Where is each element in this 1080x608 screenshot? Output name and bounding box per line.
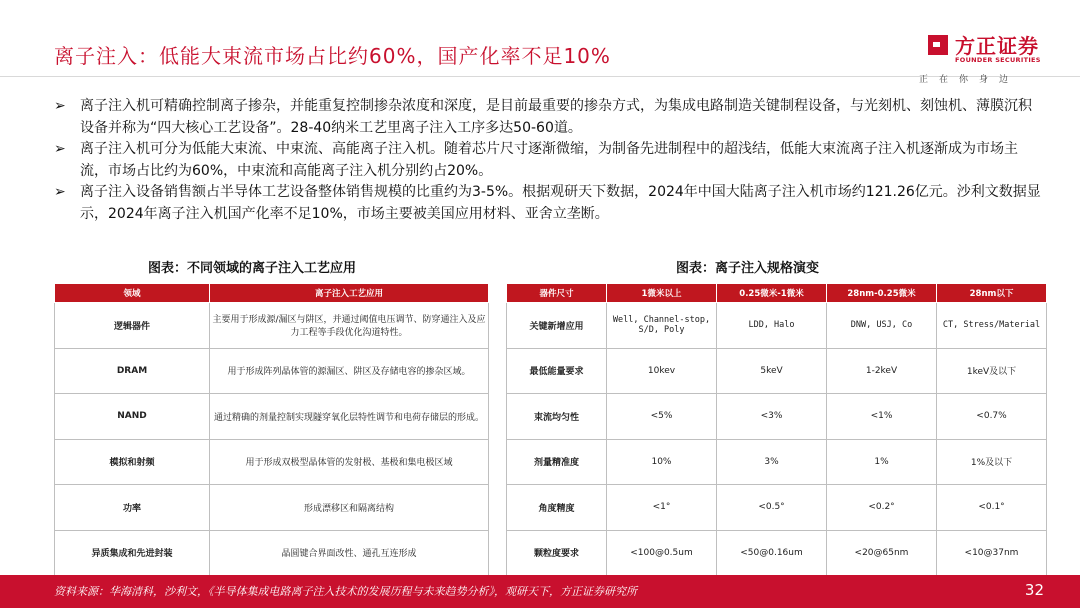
table-cell: <10@37nm bbox=[937, 530, 1047, 576]
table-cell: CT, Stress/Material bbox=[937, 303, 1047, 349]
table-cell: <0.7% bbox=[937, 394, 1047, 440]
table-cell: 角度精度 bbox=[507, 485, 607, 531]
table-cell: DRAM bbox=[55, 348, 210, 394]
table-cell: <20@65nm bbox=[827, 530, 937, 576]
ion-implant-applications-table bbox=[54, 283, 489, 576]
table-cell: <0.2° bbox=[827, 485, 937, 531]
table-row bbox=[55, 485, 489, 531]
bullet-item bbox=[54, 182, 1044, 225]
table-row bbox=[507, 530, 1047, 576]
table-row bbox=[55, 530, 489, 576]
company-logo bbox=[919, 30, 1065, 85]
table-cell: 3% bbox=[717, 439, 827, 485]
table-row bbox=[55, 348, 489, 394]
column-header: 领域 bbox=[55, 284, 210, 303]
table-cell: <100@0.5um bbox=[607, 530, 717, 576]
column-header: 1微米以上 bbox=[607, 284, 717, 303]
table-cell: <1% bbox=[827, 394, 937, 440]
table-row bbox=[55, 439, 489, 485]
table-row bbox=[507, 485, 1047, 531]
table-cell: 1keV及以下 bbox=[937, 348, 1047, 394]
arrow-bullet-icon: ➢ bbox=[54, 184, 66, 200]
table-row bbox=[55, 394, 489, 440]
bullet-text: 离子注入机可分为低能大束流、中束流、高能离子注入机。随着芯片尺寸逐渐微缩，为制备先进制程中的超浅结，低能大束流离子注入机逐渐成为市场主流，市场占比约为60%，中束流和高能离子注入机分别约占20%。 bbox=[80, 141, 1018, 179]
table-cell: Well, Channel-stop, S/D, Poly bbox=[607, 303, 717, 349]
table-cell: 形成漂移区和隔离结构 bbox=[210, 485, 489, 531]
table-cell: 用于形成双极型晶体管的发射极、基极和集电极区域 bbox=[210, 439, 489, 485]
bullet-text: 离子注入机可精确控制离子掺杂，并能重复控制掺杂浓度和深度，是目前最重要的掺杂方式，为集成电路制造关键制程设备，与光刻机、刻蚀机、薄膜沉积设备并称为“四大核心工艺设备”。28-40纳米工艺里离子注入工序多达50-60道。 bbox=[80, 98, 1032, 136]
logo-slogan: 正在你身边 bbox=[919, 75, 1020, 85]
table-cell: <0.5° bbox=[717, 485, 827, 531]
bullet-item bbox=[54, 96, 1044, 139]
table-cell: 5keV bbox=[717, 348, 827, 394]
table-cell: 功率 bbox=[55, 485, 210, 531]
table-cell: 最低能量要求 bbox=[507, 348, 607, 394]
table-cell: <5% bbox=[607, 394, 717, 440]
column-header: 28nm以下 bbox=[937, 284, 1047, 303]
table-cell: 剂量精准度 bbox=[507, 439, 607, 485]
table-row bbox=[507, 303, 1047, 349]
table-cell: 通过精确的剂量控制实现隧穿氧化层特性调节和电荷存储层的形成。 bbox=[210, 394, 489, 440]
table-cell: 1%及以下 bbox=[937, 439, 1047, 485]
table-row bbox=[55, 303, 489, 349]
page-number: 32 bbox=[1024, 581, 1044, 599]
table1-caption: 图表：不同领域的离子注入工艺应用 bbox=[148, 261, 357, 276]
ion-implant-spec-evolution-table bbox=[506, 283, 1047, 576]
title-divider bbox=[0, 76, 1080, 77]
source-note: 资料来源：华海清科，沙利文，《半导体集成电路离子注入技术的发展历程与未来趋势分析》，观研天下，方正证券研究所 bbox=[54, 585, 637, 598]
table-cell: 主要用于形成源/漏区与阱区，并通过阈值电压调节、防穿通注入及应力工程等手段优化沟道特性。 bbox=[210, 303, 489, 349]
table-row bbox=[507, 439, 1047, 485]
table-cell: 异质集成和先进封装 bbox=[55, 530, 210, 576]
bullet-text: 离子注入设备销售额占半导体工艺设备整体销售规模的比重约为3-5%。根据观研天下数据，2024年中国大陆离子注入机市场约121.26亿元。沙利文数据显示，2024年离子注入机国产化率不足10%，市场主要被美国应用材料、亚舍立垄断。 bbox=[80, 184, 1041, 222]
table-cell: <50@0.16um bbox=[717, 530, 827, 576]
bullet-item bbox=[54, 139, 1044, 182]
footer-bar bbox=[0, 575, 1080, 608]
table-header-row bbox=[507, 284, 1047, 303]
table-cell: 10kev bbox=[607, 348, 717, 394]
table-cell: 晶圆键合界面改性、通孔互连形成 bbox=[210, 530, 489, 576]
table-row bbox=[507, 348, 1047, 394]
table-header-row bbox=[55, 284, 489, 303]
logo-text-cn: 方正证券 bbox=[955, 34, 1039, 58]
arrow-bullet-icon: ➢ bbox=[54, 98, 66, 114]
table-cell: 1-2keV bbox=[827, 348, 937, 394]
table-cell: 束流均匀性 bbox=[507, 394, 607, 440]
column-header: 器件尺寸 bbox=[507, 284, 607, 303]
founder-logo-icon bbox=[925, 32, 951, 58]
table-cell: LDD, Halo bbox=[717, 303, 827, 349]
page-title: 离子注入：低能大束流市场占比约60%，国产化率不足10% bbox=[54, 44, 611, 68]
table2-caption: 图表：离子注入规格演变 bbox=[676, 261, 820, 276]
logo-text-en: FOUNDER SECURITIES bbox=[955, 56, 1041, 64]
table-row bbox=[507, 394, 1047, 440]
table-cell: 1% bbox=[827, 439, 937, 485]
table-cell: 10% bbox=[607, 439, 717, 485]
table-cell: <3% bbox=[717, 394, 827, 440]
table-cell: 用于形成阵列晶体管的源漏区、阱区及存储电容的掺杂区域。 bbox=[210, 348, 489, 394]
table-cell: 逻辑器件 bbox=[55, 303, 210, 349]
table-cell: 关键新增应用 bbox=[507, 303, 607, 349]
table-cell: NAND bbox=[55, 394, 210, 440]
table-cell: 颗粒度要求 bbox=[507, 530, 607, 576]
column-header: 离子注入工艺应用 bbox=[210, 284, 489, 303]
table-cell: DNW, USJ, Co bbox=[827, 303, 937, 349]
column-header: 28nm-0.25微米 bbox=[827, 284, 937, 303]
column-header: 0.25微米-1微米 bbox=[717, 284, 827, 303]
bullet-list bbox=[54, 96, 1044, 225]
arrow-bullet-icon: ➢ bbox=[54, 141, 66, 157]
table-cell: <0.1° bbox=[937, 485, 1047, 531]
table-cell: <1° bbox=[607, 485, 717, 531]
table-cell: 模拟和射频 bbox=[55, 439, 210, 485]
